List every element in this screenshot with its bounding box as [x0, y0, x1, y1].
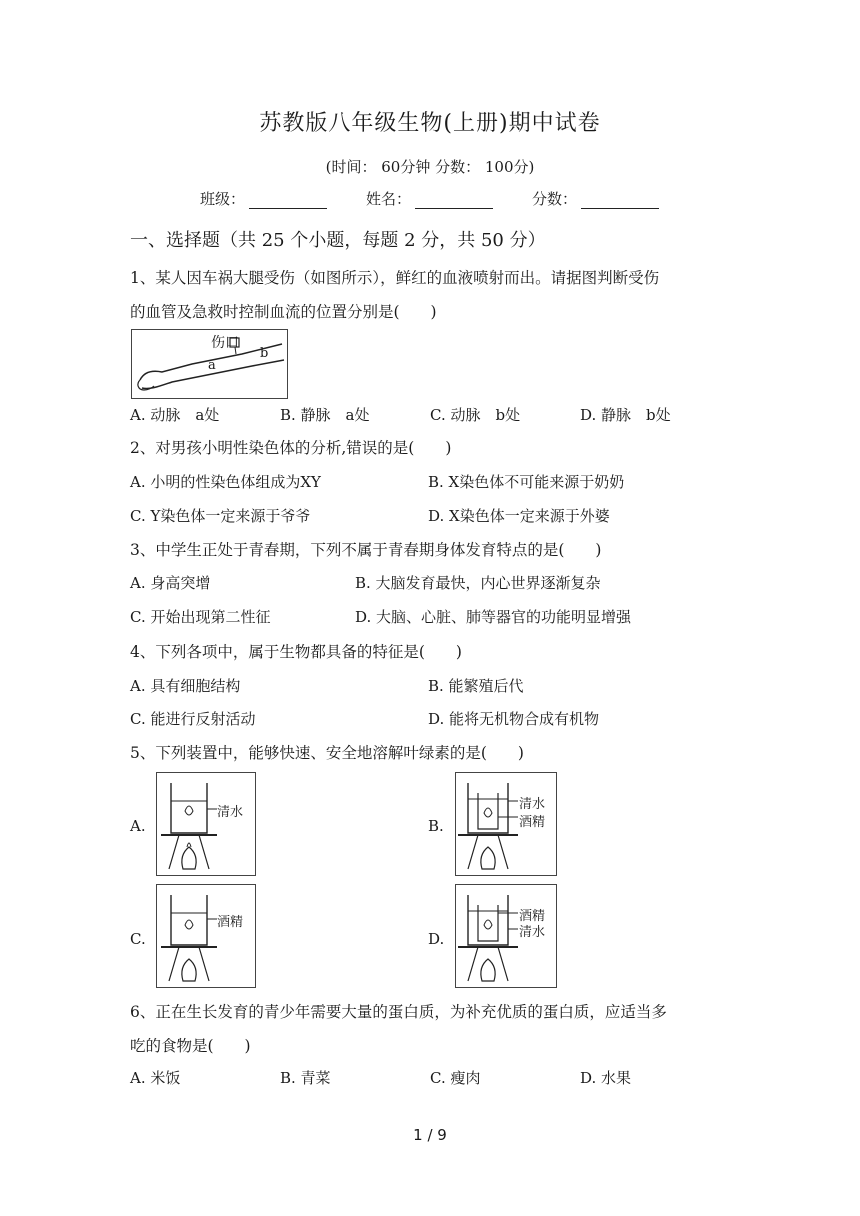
name-field	[366, 188, 493, 209]
q1-stem-line2: 的血管及急救时控制血流的位置分别是( )	[130, 303, 437, 321]
fig-b-alcohol-label: 酒精	[519, 815, 546, 830]
q1-leg-figure	[131, 329, 288, 399]
fig-b-water-label: 清水	[519, 797, 546, 812]
q2-stem: 2、对男孩小明性染色体的分析,错误的是( )	[130, 439, 452, 457]
q5-apparatus-a	[156, 772, 256, 876]
q6-option-b: B. 青菜	[280, 1069, 331, 1087]
class-blank	[249, 194, 327, 209]
q4-option-b: B. 能繁殖后代	[428, 677, 524, 695]
q3-option-a: A. 身高突增	[130, 574, 211, 592]
q4-stem: 4、下列各项中，属于生物都具备的特征是( )	[130, 643, 462, 661]
q1-option-d: D. 静脉 b处	[580, 406, 671, 424]
wound-label: 伤口	[211, 335, 239, 351]
q5-stem: 5、下列装置中，能够快速、安全地溶解叶绿素的是( )	[130, 744, 524, 762]
q3-option-d: D. 大脑、心脏、肺等器官的功能明显增强	[355, 608, 632, 626]
q2-option-c: C. Y染色体一定来源于爷爷	[130, 507, 311, 525]
point-a-label: a	[208, 358, 216, 373]
class-label: 班级：	[200, 190, 246, 208]
q5-option-c: C.	[130, 930, 146, 948]
name-label: 姓名：	[366, 190, 412, 208]
beaker-drawing-a	[157, 773, 255, 875]
q6-option-c: C. 瘦肉	[430, 1069, 481, 1087]
q6-stem-line1: 6、正在生长发育的青少年需要大量的蛋白质，为补充优质的蛋白质，应适当多	[130, 1003, 667, 1021]
fig-c-alcohol-label: 酒精	[217, 915, 244, 930]
class-field	[200, 188, 327, 209]
q3-stem: 3、中学生正处于青春期，下列不属于青春期身体发育特点的是( )	[130, 541, 602, 559]
q4-option-a: A. 具有细胞结构	[130, 677, 241, 695]
q4-option-c: C. 能进行反射活动	[130, 710, 256, 728]
q3-option-b: B. 大脑发育最快，内心世界逐渐复杂	[355, 574, 601, 592]
q3-option-c: C. 开始出现第二性征	[130, 608, 271, 626]
page-number: 1 / 9	[413, 1126, 447, 1144]
name-blank	[415, 194, 493, 209]
q1-stem-line1: 1、某人因车祸大腿受伤（如图所示），鲜红的血液喷射而出。请据图判断受伤	[130, 269, 660, 287]
score-blank	[581, 194, 659, 209]
beaker-drawing-c	[157, 885, 255, 987]
section-heading: 一、选择题（共 25 个小题，每题 2 分，共 50 分）	[130, 230, 546, 251]
q5-apparatus-b	[455, 772, 557, 876]
q6-option-d: D. 水果	[580, 1069, 632, 1087]
q6-option-a: A. 米饭	[130, 1069, 181, 1087]
q5-apparatus-c	[156, 884, 256, 988]
q2-option-d: D. X染色体一定来源于外婆	[428, 507, 610, 525]
q5-option-d: D.	[428, 930, 445, 948]
q5-option-a: A.	[130, 817, 146, 835]
score-field	[532, 188, 659, 209]
q2-option-a: A. 小明的性染色体组成为XY	[130, 473, 321, 491]
q1-option-c: C. 动脉 b处	[430, 406, 521, 424]
q5-apparatus-d	[455, 884, 557, 988]
q6-stem-line2: 吃的食物是( )	[130, 1037, 251, 1055]
point-b-label: b	[260, 346, 269, 361]
fig-a-water-label: 清水	[217, 805, 244, 820]
fig-d-alcohol-label: 酒精	[519, 909, 546, 924]
q1-option-a: A. 动脉 a处	[130, 406, 220, 424]
q5-option-b: B.	[428, 817, 444, 835]
q2-option-b: B. X染色体不可能来源于奶奶	[428, 473, 625, 491]
score-label: 分数：	[532, 190, 578, 208]
exam-subtitle: (时间： 60分钟 分数： 100分)	[325, 158, 535, 176]
fig-d-water-label: 清水	[519, 925, 546, 940]
q1-option-b: B. 静脉 a处	[280, 406, 370, 424]
page-title: 苏教版八年级生物(上册)期中试卷	[259, 111, 601, 136]
q4-option-d: D. 能将无机物合成有机物	[428, 710, 600, 728]
